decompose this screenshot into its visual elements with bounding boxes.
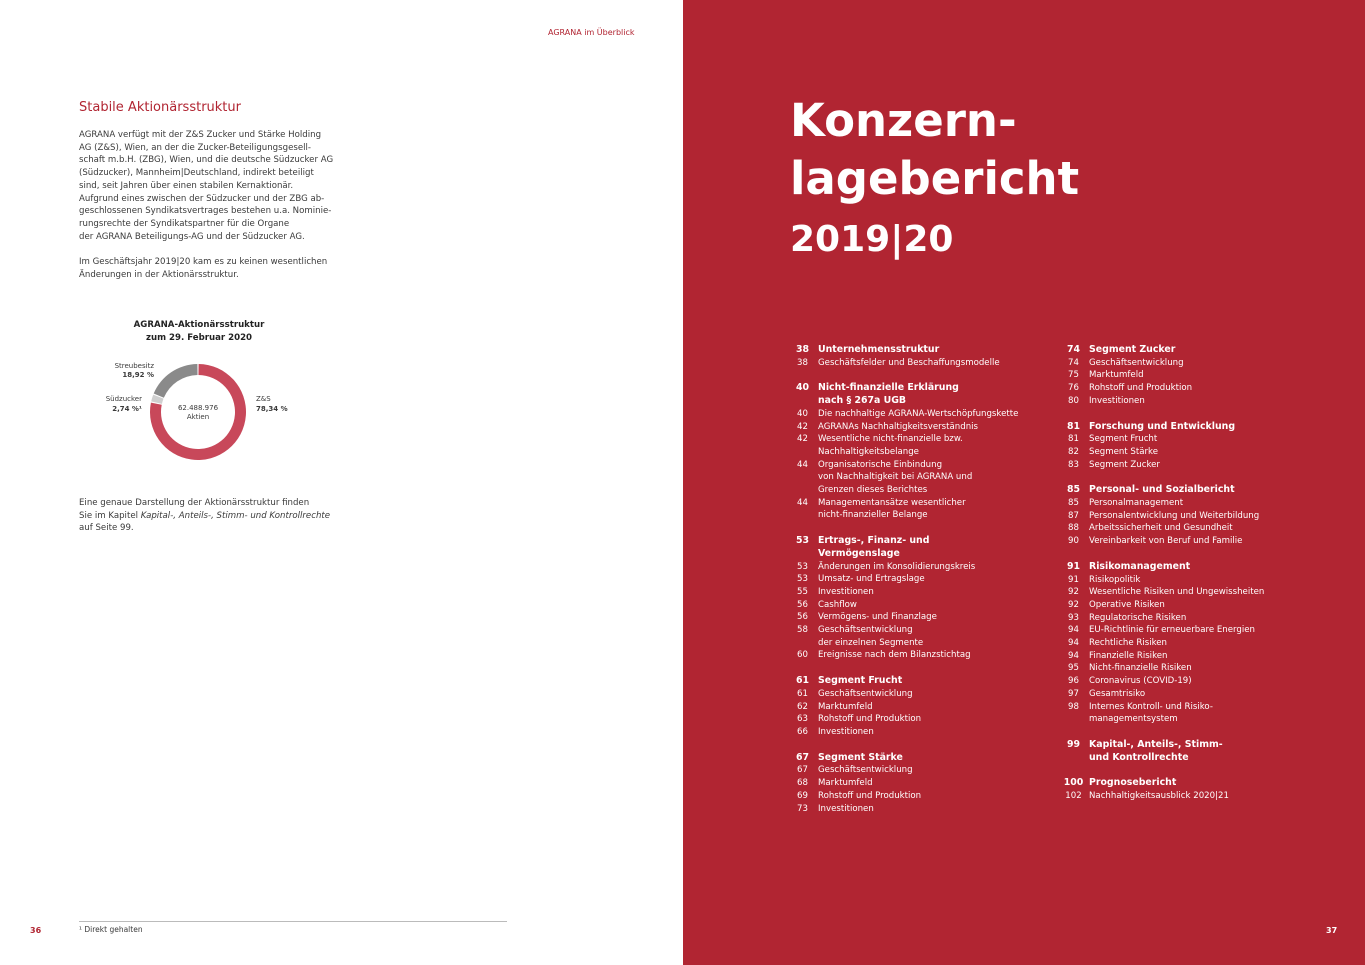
toc-spacer xyxy=(787,471,818,484)
chapter-title-line1: Konzern- xyxy=(790,94,1017,147)
toc-entry-page: 66 xyxy=(797,726,808,737)
toc-entry-title: nicht-finanzieller Belange xyxy=(818,510,928,521)
toc-section-page: 53 xyxy=(795,535,810,547)
toc-entry-page: 94 xyxy=(1068,638,1079,649)
toc-section-title: Nicht-finanzielle Erklärung xyxy=(818,382,959,394)
toc-entry[interactable] xyxy=(787,573,1057,586)
legend-name-zs: Z&S xyxy=(256,395,271,403)
toc-entry-page: 98 xyxy=(1068,701,1079,712)
toc-section-title-line2: nach § 267a UGB xyxy=(818,395,907,407)
toc-entry-title: Gesamtrisiko xyxy=(1089,688,1146,699)
toc-entry-title: Wesentliche nicht-finanzielle bzw. xyxy=(818,434,963,445)
toc-entry-title: Rohstoff und Produktion xyxy=(818,714,922,725)
toc-section-heading[interactable] xyxy=(787,675,1057,688)
toc-entry-title: Rohstoff und Produktion xyxy=(1089,383,1193,394)
toc-entry[interactable] xyxy=(787,497,1057,510)
reference-chapter-link: Kapital-, Anteils-, Stimm- und Kontrollrechte xyxy=(140,510,331,521)
toc-entry[interactable] xyxy=(787,649,1057,662)
toc-entry-title: Organisatorische Einbindung xyxy=(818,459,943,470)
toc-section-heading[interactable] xyxy=(787,382,1057,395)
toc-entry[interactable] xyxy=(1058,624,1338,637)
toc-spacer xyxy=(787,637,818,650)
toc-entry-page: 81 xyxy=(1068,434,1079,445)
toc-entry[interactable] xyxy=(1058,662,1338,675)
page-number-left: 36 xyxy=(30,926,42,935)
toc-entry-page: 58 xyxy=(797,625,808,636)
toc-section-heading[interactable] xyxy=(1058,421,1338,434)
toc-entry-page: 53 xyxy=(797,561,808,572)
toc-entry-page: 44 xyxy=(797,459,808,470)
toc-entry[interactable] xyxy=(1058,612,1338,625)
toc-spacer xyxy=(787,395,818,408)
toc-entry-title: Operative Risiken xyxy=(1089,599,1165,610)
toc-entry-title: Segment Stärke xyxy=(1089,446,1158,457)
toc-section-page: 85 xyxy=(1066,484,1081,496)
paragraph-line: Im Geschäftsjahr 2019|20 kam es zu keinen wesentlichen xyxy=(79,257,328,267)
toc-entry-page: 62 xyxy=(797,701,808,712)
page-number-right: 37 xyxy=(1326,926,1338,935)
donut-center-shares: 62.488.976 xyxy=(177,404,219,412)
toc-entry-title: managementsystem xyxy=(1089,714,1178,725)
toc-section-title: Segment Frucht xyxy=(818,675,903,687)
toc-entry[interactable] xyxy=(1058,675,1338,688)
toc-entry[interactable] xyxy=(1058,382,1338,395)
toc-section-title: Ertrags-, Finanz- und xyxy=(818,535,930,547)
toc-entry-title: Nachhaltigkeitsbelange xyxy=(818,446,919,457)
toc-section xyxy=(1058,421,1338,472)
toc-entry[interactable] xyxy=(1058,713,1338,726)
toc-entry-page: 68 xyxy=(797,778,808,789)
toc-entry[interactable] xyxy=(1058,357,1338,370)
toc-entry[interactable] xyxy=(787,357,1057,370)
toc-section xyxy=(1058,344,1338,408)
toc-entry-title: Marktumfeld xyxy=(818,778,873,789)
toc-entry-title: Nachhaltigkeitsausblick 2020|21 xyxy=(1089,791,1229,802)
toc-section-heading[interactable] xyxy=(787,535,1057,548)
toc-entry[interactable] xyxy=(787,701,1057,714)
toc-entry[interactable] xyxy=(787,471,1057,484)
toc-entry-title: Segment Zucker xyxy=(1089,459,1160,470)
toc-entry[interactable] xyxy=(787,637,1057,650)
toc-entry-page: 88 xyxy=(1068,523,1079,534)
toc-entry-title: Marktumfeld xyxy=(1089,370,1144,381)
toc-entry[interactable] xyxy=(787,561,1057,574)
toc-section xyxy=(1058,484,1338,548)
legend-name-suedzucker: Südzucker xyxy=(105,395,142,403)
paragraph-line: sind, seit Jahren über einen stabilen Kernaktionär. xyxy=(79,180,294,191)
toc-entry-page: 94 xyxy=(1068,650,1079,661)
reference-paragraph xyxy=(79,497,344,535)
toc-section-heading[interactable] xyxy=(1058,484,1338,497)
paragraph-line: AG (Z&S), Wien, an der die Zucker-Beteiligungsgesell- xyxy=(79,142,311,153)
toc-entry-title: Vermögens- und Finanzlage xyxy=(818,612,937,623)
toc-entry-title: Rohstoff und Produktion xyxy=(818,790,922,801)
toc-entry-page: 95 xyxy=(1068,663,1079,674)
toc-section-title: Personal- und Sozialbericht xyxy=(1089,484,1235,496)
toc-entry-page: 67 xyxy=(797,765,808,776)
toc-entry[interactable] xyxy=(787,790,1057,803)
reference-line1: Eine genaue Darstellung der Aktionärsstruktur finden xyxy=(79,498,310,508)
toc-column-right xyxy=(1058,344,1338,816)
toc-entry-title: Personalentwicklung und Weiterbildung xyxy=(1089,510,1260,521)
toc-entry-page: 74 xyxy=(1068,357,1079,368)
toc-entry-page: 63 xyxy=(797,714,808,725)
toc-entry[interactable] xyxy=(787,509,1057,522)
legend-value-suedzucker: 2,74 %¹ xyxy=(112,405,142,413)
toc-spacer xyxy=(787,484,818,497)
toc-entry-title: Segment Frucht xyxy=(1089,434,1158,445)
toc-entry[interactable] xyxy=(787,446,1057,459)
toc-section-title: Unternehmensstruktur xyxy=(818,344,940,355)
paragraph-line: rungsrechte der Syndikatspartner für die Organe xyxy=(79,218,290,229)
toc-entry-title: Finanzielle Risiken xyxy=(1089,650,1168,661)
section-title: Stabile Aktionärsstruktur xyxy=(79,100,241,115)
toc-entry-page: 75 xyxy=(1068,370,1079,381)
toc-entry[interactable] xyxy=(787,611,1057,624)
toc-entry[interactable] xyxy=(1058,395,1338,408)
paragraph-line: der AGRANA Beteiligungs-AG und der Südzucker AG. xyxy=(79,231,305,242)
toc-entry-page: 82 xyxy=(1068,446,1079,457)
toc-entry[interactable] xyxy=(1058,637,1338,650)
toc-entry-page: 42 xyxy=(797,434,808,445)
toc-entry-title: Umsatz- und Ertragslage xyxy=(818,574,925,585)
legend-value-streubesitz: 18,92 % xyxy=(122,371,154,379)
toc-entry-title: EU-Richtlinie für erneuerbare Energien xyxy=(1089,625,1255,636)
toc-section-title-line2: und Kontrollrechte xyxy=(1089,751,1189,763)
toc-entry[interactable] xyxy=(787,764,1057,777)
toc-entry[interactable] xyxy=(1058,497,1338,510)
toc-section-heading-cont[interactable] xyxy=(787,548,1057,561)
toc-entry[interactable] xyxy=(1058,790,1338,803)
toc-entry-page: 85 xyxy=(1068,498,1079,509)
toc-entry-title: von Nachhaltigkeit bei AGRANA und xyxy=(818,472,973,483)
toc-entry-page: 40 xyxy=(797,408,808,419)
toc-entry[interactable] xyxy=(787,624,1057,637)
toc-spacer xyxy=(1058,713,1089,726)
reference-line2 xyxy=(79,510,344,523)
chapter-title xyxy=(790,92,1079,270)
toc-entry[interactable] xyxy=(787,408,1057,421)
chapter-title-line2: lagebericht xyxy=(790,152,1080,205)
shareholder-donut-chart xyxy=(0,350,400,475)
paragraph-line: geschlossenen Syndikatsvertrages bestehen u.a. Nominie- xyxy=(79,206,332,217)
toc-entry-page: 53 xyxy=(797,574,808,585)
legend-value-zs: 78,34 % xyxy=(256,405,288,413)
toc-section xyxy=(787,675,1057,739)
toc-entry-page: 102 xyxy=(1065,791,1082,802)
toc-entry-page: 92 xyxy=(1068,587,1079,598)
toc-entry-page: 42 xyxy=(797,421,808,432)
donut-slices xyxy=(150,364,246,460)
toc-entry[interactable] xyxy=(787,433,1057,446)
toc-section-heading[interactable] xyxy=(1058,344,1338,357)
toc-spacer xyxy=(787,509,818,522)
right-page xyxy=(683,0,1365,965)
toc-section xyxy=(787,535,1057,662)
chart-title-line2: zum 29. Februar 2020 xyxy=(145,332,253,343)
toc-entry[interactable] xyxy=(1058,369,1338,382)
paragraph-line: Änderungen in der Aktionärsstruktur. xyxy=(79,269,239,280)
toc-entry-title: Grenzen dieses Berichtes xyxy=(818,485,928,496)
toc-spacer xyxy=(787,446,818,459)
toc-section-heading[interactable] xyxy=(787,752,1057,765)
toc-entry-title: Regulatorische Risiken xyxy=(1089,612,1187,623)
toc-entry[interactable] xyxy=(787,803,1057,816)
toc-entry-page: 38 xyxy=(797,357,808,368)
toc-entry[interactable] xyxy=(1058,459,1338,472)
toc-entry-title: Coronavirus (COVID-19) xyxy=(1089,676,1192,687)
toc-entry-page: 44 xyxy=(797,497,808,508)
toc-section-page: 61 xyxy=(795,675,810,687)
toc-entry[interactable] xyxy=(1058,650,1338,663)
toc-spacer xyxy=(787,548,818,561)
paragraph-line: AGRANA verfügt mit der Z&S Zucker und Stärke Holding xyxy=(79,130,322,140)
toc-entry-title: Geschäftsentwicklung xyxy=(818,765,913,776)
toc-entry-page: 60 xyxy=(797,650,808,661)
toc-entry-title: Arbeitssicherheit und Gesundheit xyxy=(1089,523,1233,534)
toc-entry[interactable] xyxy=(1058,535,1338,548)
toc-entry-page: 80 xyxy=(1068,395,1079,406)
toc-entry[interactable] xyxy=(1058,522,1338,535)
toc-section-title-line2: Vermögenslage xyxy=(818,547,900,559)
toc-entry[interactable] xyxy=(787,459,1057,472)
toc-section-title: Segment Stärke xyxy=(818,751,903,763)
toc-entry-page: 56 xyxy=(797,612,808,623)
toc-section xyxy=(787,382,1057,522)
toc-entry-title: Cashflow xyxy=(818,599,857,610)
toc-entry-page: 94 xyxy=(1068,625,1079,636)
paragraph-line: Aufgrund eines zwischen der Südzucker und der ZBG ab- xyxy=(79,193,325,204)
toc-entry-title: Investitionen xyxy=(818,803,874,814)
toc-entry-title: Investitionen xyxy=(818,726,874,737)
toc-entry-page: 73 xyxy=(797,803,808,814)
toc-entry-title: Nicht-finanzielle Risiken xyxy=(1089,663,1192,674)
toc-entry-title: Marktumfeld xyxy=(818,701,873,712)
toc-entry-page: 96 xyxy=(1068,676,1079,687)
toc-section-page: 67 xyxy=(795,751,810,763)
toc-entry-title: Änderungen im Konsolidierungskreis xyxy=(818,561,976,572)
toc-entry[interactable] xyxy=(787,777,1057,790)
toc-entry-title: Geschäftsentwicklung xyxy=(818,625,913,636)
toc-section-page: 74 xyxy=(1066,344,1081,355)
intro-paragraph xyxy=(79,129,344,243)
toc-entry-title: Geschäftsentwicklung xyxy=(1089,357,1184,368)
toc-entry-page: 61 xyxy=(797,688,808,699)
toc-entry-title: Investitionen xyxy=(1089,395,1145,406)
toc-entry-title: Rechtliche Risiken xyxy=(1089,638,1168,649)
toc-entry[interactable] xyxy=(1058,433,1338,446)
reference-line3: auf Seite 99. xyxy=(79,523,134,534)
toc-entry-title: Personalmanagement xyxy=(1089,498,1184,509)
toc-entry[interactable] xyxy=(1058,510,1338,523)
change-paragraph xyxy=(79,256,344,281)
toc-entry[interactable] xyxy=(1058,574,1338,587)
donut-slice-streubesitz xyxy=(154,364,198,398)
toc-section-heading[interactable] xyxy=(1058,739,1338,752)
toc-entry-page: 55 xyxy=(797,586,808,597)
toc-entry-title: Investitionen xyxy=(818,586,874,597)
toc-section-page: 100 xyxy=(1063,777,1084,789)
toc-section xyxy=(787,752,1057,816)
chart-title-line1: AGRANA-Aktionärsstruktur xyxy=(133,320,265,330)
toc-entry-page: 83 xyxy=(1068,459,1079,470)
toc-entry-title: Managementansätze wesentlicher xyxy=(818,497,966,508)
toc-section-heading[interactable] xyxy=(1058,561,1338,574)
toc-entry-title: Internes Kontroll- und Risiko- xyxy=(1089,701,1213,712)
toc-entry[interactable] xyxy=(787,726,1057,739)
toc-spacer xyxy=(1058,752,1089,765)
chart-title xyxy=(99,319,299,344)
toc-section-heading-cont[interactable] xyxy=(1058,752,1338,765)
reference-prefix: Sie im Kapitel xyxy=(79,510,141,521)
toc-entry[interactable] xyxy=(787,713,1057,726)
toc-entry-title: AGRANAs Nachhaltigkeitsverständnis xyxy=(818,421,979,432)
toc-entry-page: 97 xyxy=(1068,688,1079,699)
toc-section-title: Kapital-, Anteils-, Stimm- xyxy=(1089,738,1223,750)
toc-entry[interactable] xyxy=(787,421,1057,434)
toc-entry-page: 91 xyxy=(1068,574,1079,585)
chapter-title-year: 2019|20 xyxy=(790,219,954,260)
running-head: AGRANA im Überblick xyxy=(548,28,635,37)
toc-entry-title: Die nachhaltige AGRANA-Wertschöpfungskette xyxy=(818,408,1019,419)
toc-section-title: Forschung und Entwicklung xyxy=(1089,420,1236,432)
toc-entry-page: 93 xyxy=(1068,612,1079,623)
toc-entry[interactable] xyxy=(1058,599,1338,612)
toc-entry-page: 92 xyxy=(1068,599,1079,610)
donut-center-label: Aktien xyxy=(186,413,210,421)
footnote-divider xyxy=(79,921,507,922)
toc-section-page: 81 xyxy=(1066,420,1081,432)
toc-entry-page: 87 xyxy=(1068,510,1079,521)
footnote: ¹ Direkt gehalten xyxy=(79,925,143,934)
toc-section-title: Prognosebericht xyxy=(1089,777,1177,789)
toc-section xyxy=(1058,739,1338,764)
toc-entry[interactable] xyxy=(787,484,1057,497)
toc-entry[interactable] xyxy=(1058,688,1338,701)
toc-section xyxy=(1058,777,1338,802)
legend-name-streubesitz: Streubesitz xyxy=(114,362,154,370)
toc-entry-page: 56 xyxy=(797,599,808,610)
toc-entry-title: Risikopolitik xyxy=(1089,574,1141,585)
toc-entry[interactable] xyxy=(787,599,1057,612)
toc-entry-title: Ereignisse nach dem Bilanzstichtag xyxy=(818,650,971,661)
toc-section-heading[interactable] xyxy=(787,344,1057,357)
toc-entry-title: Geschäftsfelder und Beschaffungsmodelle xyxy=(818,357,1000,368)
toc-section xyxy=(1058,561,1338,726)
toc-entry-title: Vereinbarkeit von Beruf und Familie xyxy=(1089,536,1243,547)
toc-entry-page: 69 xyxy=(797,790,808,801)
toc-entry-page: 90 xyxy=(1068,536,1079,547)
toc-column-left xyxy=(787,344,1057,828)
toc-entry-title: der einzelnen Segmente xyxy=(818,637,924,648)
toc-section xyxy=(787,344,1057,369)
toc-section-title: Risikomanagement xyxy=(1089,560,1191,572)
paragraph-line: (Südzucker), Mannheim|Deutschland, indirekt beteiligt xyxy=(79,168,314,179)
toc-entry-title: Wesentliche Risiken und Ungewissheiten xyxy=(1089,587,1265,598)
toc-section-page: 99 xyxy=(1066,738,1081,750)
toc-entry[interactable] xyxy=(787,586,1057,599)
toc-entry[interactable] xyxy=(1058,586,1338,599)
toc-section-heading[interactable] xyxy=(1058,777,1338,790)
toc-entry-page: 76 xyxy=(1068,383,1079,394)
toc-section-page: 91 xyxy=(1066,560,1081,572)
paragraph-line: schaft m.b.H. (ZBG), Wien, und die deutsche Südzucker AG xyxy=(79,155,334,166)
toc-section-title: Segment Zucker xyxy=(1089,344,1176,355)
toc-section-page: 38 xyxy=(795,344,810,355)
toc-entry[interactable] xyxy=(1058,701,1338,714)
toc-section-heading-cont[interactable] xyxy=(787,395,1057,408)
toc-entry[interactable] xyxy=(787,688,1057,701)
toc-entry[interactable] xyxy=(1058,446,1338,459)
toc-entry-title: Geschäftsentwicklung xyxy=(818,688,913,699)
toc-section-page: 40 xyxy=(795,382,810,394)
